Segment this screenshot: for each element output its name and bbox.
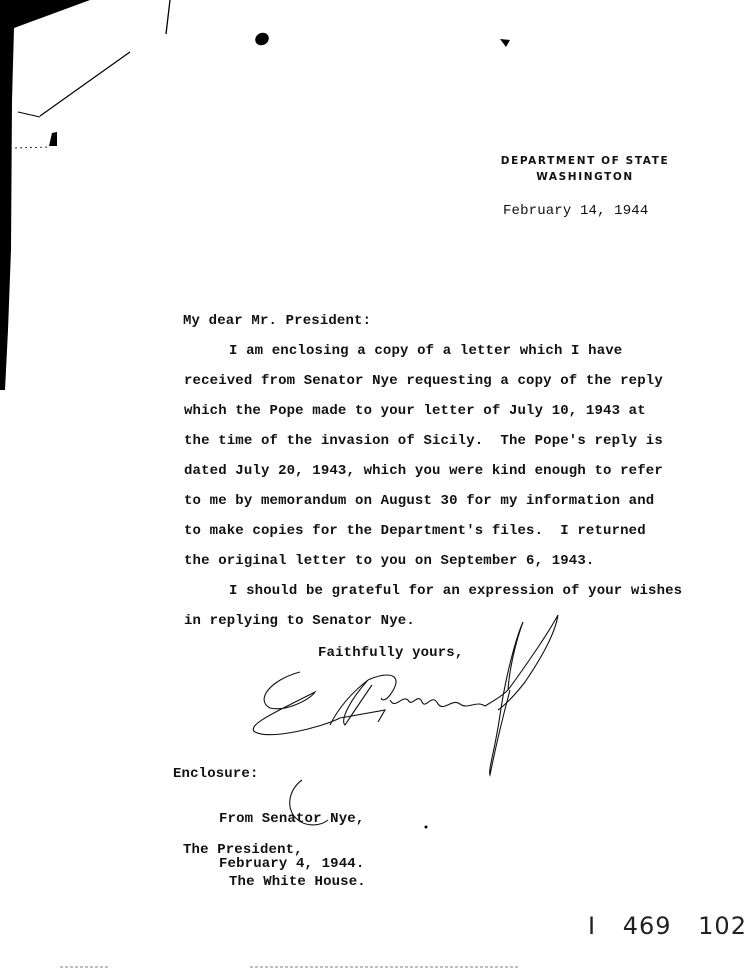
body-line: to make copies for the Department's files. I returned <box>184 523 646 539</box>
body-line: received from Senator Nye requesting a copy of the reply <box>184 373 663 389</box>
closing: Faithfully yours, <box>318 645 464 661</box>
body-line: to me by memorandum on August 30 for my information and <box>184 493 655 509</box>
body-line: I should be grateful for an expression of your wishes <box>229 583 683 599</box>
body-line: I am enclosing a copy of a letter which I have <box>229 343 623 359</box>
letterhead-department: DEPARTMENT OF STATE <box>500 155 670 167</box>
scan-edge-shadow <box>0 0 60 390</box>
letterhead-city: WASHINGTON <box>536 171 634 183</box>
letterhead <box>470 153 700 185</box>
addressee-address: The White House. <box>229 874 366 890</box>
enclosure-line: February 4, 1944. <box>219 856 365 872</box>
enclosure-block <box>173 737 364 887</box>
enclosure-label: Enclosure: <box>173 766 259 782</box>
body-line: dated July 20, 1943, which you were kind enough to refer <box>184 463 663 479</box>
body-line: which the Pope made to your letter of July 10, 1943 at <box>184 403 646 419</box>
ink-mark-icon <box>500 39 510 47</box>
top-corner-shadow <box>0 0 90 28</box>
body-line: the original letter to you on September 6, 1943. <box>184 553 595 569</box>
salutation: My dear Mr. President: <box>183 313 372 329</box>
letter-date: February 14, 1944 <box>503 203 649 219</box>
file-code: I 469 <box>588 912 672 940</box>
file-number: 102 <box>698 912 747 940</box>
body-line: the time of the invasion of Sicily. The Pope's reply is <box>184 433 663 449</box>
ink-blot-icon <box>253 30 271 47</box>
fold-line-icon <box>40 52 130 116</box>
enclosure-line: From Senator Nye, <box>219 811 365 827</box>
addressee-name: The President, <box>183 842 303 858</box>
file-mark <box>588 912 747 940</box>
body-line: in replying to Senator Nye. <box>184 613 415 629</box>
